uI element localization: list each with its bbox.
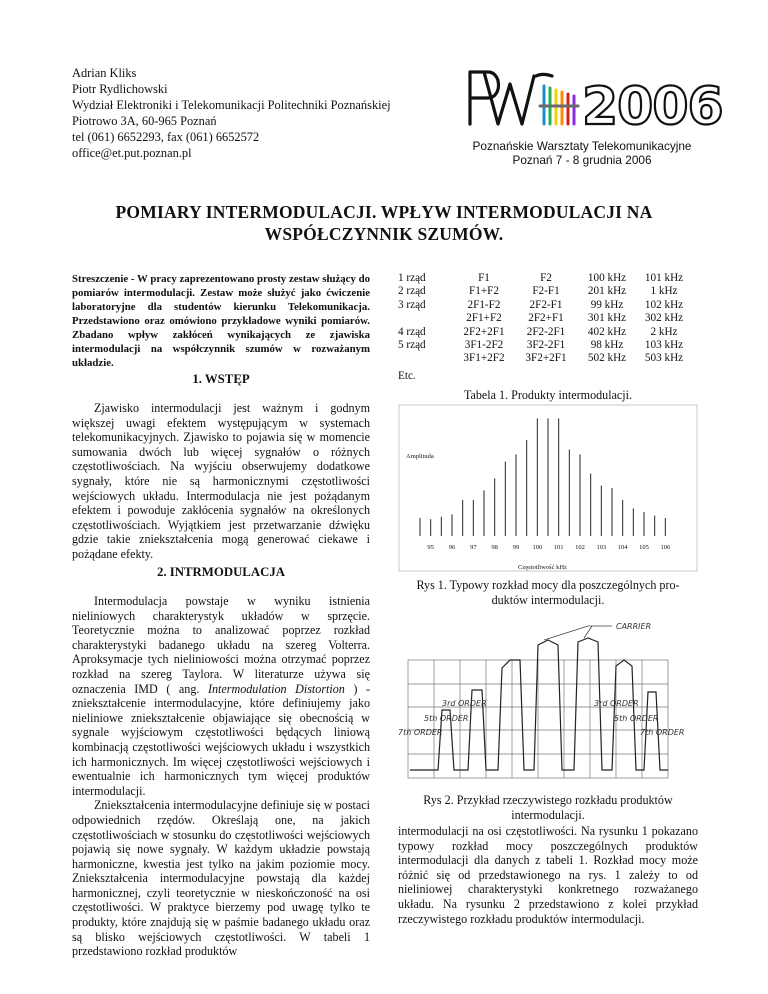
table-cell: 2 kHz — [650, 325, 678, 338]
x-tick-label: 103 — [596, 544, 607, 551]
table-cell: 302 kHz — [644, 312, 684, 325]
logo-line-1: Poznańskie Warsztaty Telekomunikacyjne — [472, 139, 692, 153]
table-cell: F1+F2 — [469, 285, 499, 298]
label-7th-right: 7th ORDER — [640, 728, 685, 737]
table-cell: 1 kHz — [650, 285, 678, 298]
figure-1 — [398, 404, 698, 572]
x-tick-label: 99 — [512, 544, 520, 551]
x-tick-label: 100 — [532, 544, 543, 551]
logo-line-2: Poznań 7 - 8 grudnia 2006 — [512, 153, 652, 167]
affiliation: Wydział Elektroniki i Telekomunikacji Politechniki Poznańskiej — [72, 98, 391, 112]
section-2-continued-text: intermodulacji na osi częstotliwości. Na rysunku 1 pokazano typowy rozkład mocy poszczególnych produktów intermodulacji dla danych z tabeli 1. Rozkład mocy może różnić się od przedstawionego na rys. 1 zależy to od nieliniowej charakterystyki konkretnego rozważanego układu. Na rysunku 2 przedstawiono z kolei przykład rzeczywistego rozkładu produktów intermodulacji. — [398, 824, 698, 926]
table-row — [398, 352, 692, 365]
section-2-paragraph-1 — [72, 594, 370, 798]
table-cell: 301 kHz — [587, 312, 627, 325]
table-row — [398, 312, 692, 325]
table-cell: 2F2-2F1 — [526, 325, 566, 338]
x-tick-label: 96 — [448, 544, 456, 551]
figure-2-caption — [398, 793, 698, 823]
x-tick-label: 95 — [427, 544, 434, 551]
x-tick-label: 106 — [660, 544, 671, 551]
x-tick-label: 105 — [639, 544, 649, 551]
table-cell: 99 kHz — [590, 298, 624, 311]
table-cell: F2 — [540, 272, 552, 284]
table-cell: 2F2-F1 — [529, 298, 563, 311]
table-row — [398, 339, 692, 352]
table-cell: 503 kHz — [644, 352, 684, 365]
section-2-paragraph-2: Zniekształcenia intermodulacyjne definiuje się w postaci odpowiednich rzędów. Określają one, na jakich częstotliwościach w stosunku do częstotliwości wejściowych pojawią się nowe sygnały. W każdym układzie powstają harmoniczne, kwestia jest tylko na jakim poziomie mocy. Zniekształcenia intermodulacyjne powstają dla każdej harmonicznej, czyli teoretycznie w nieskończoność na osi częstotliwości. W praktyce bierzemy pod uwagę tylko te produkty, które znajdują się w paśmie badanego układu oraz są blisko wejściowych częstotliwości. W tabeli 1 przedstawiono rozkład produktów — [72, 798, 370, 959]
figure-2-caption-line-2: intermodulacji. — [511, 808, 585, 822]
x-tick-label: 102 — [575, 544, 585, 551]
table-cell: 502 kHz — [587, 352, 627, 365]
carrier-pointer-2 — [584, 626, 592, 638]
table-cell: 2 rząd — [398, 285, 426, 298]
table-cell: 100 kHz — [587, 272, 627, 284]
table-cell: 3F1+2F2 — [463, 352, 505, 365]
table-cell: 3F2+2F1 — [525, 352, 567, 365]
figure-2 — [398, 620, 698, 780]
table-cell: 402 kHz — [587, 325, 627, 338]
table-cell — [398, 312, 454, 325]
address: Piotrowo 3A, 60-965 Poznań — [72, 114, 217, 128]
pwt-logo-graphic — [462, 62, 723, 137]
email[interactable]: office@et.put.poznan.pl — [72, 146, 192, 160]
abstract: Streszczenie - W pracy zaprezentowano prosty zestaw służący do pomiarów intermodulacji. Zestaw może służyć jako ćwiczenie laboratoryjne dla studentów kierunku Telekomunikacja. Przedstawiono oraz omówiono przykładowe wyniki pomiarów. Zbadano wpływ zakłóceń wynikających ze zjawiska intermodulacji na współczynnik szumów w rozważanym układzie. — [72, 273, 370, 369]
table-row — [398, 299, 692, 312]
section-1-heading: 1. WSTĘP — [192, 372, 250, 386]
figure-1-chart — [398, 404, 698, 572]
table-cell: 2F2+2F1 — [463, 325, 505, 338]
label-7th-left: 7th ORDER — [398, 728, 443, 737]
table-cell: F1 — [478, 272, 490, 284]
table-1-caption: Tabela 1. Produkty intermodulacji. — [463, 388, 633, 402]
y-axis-label: Amplituda — [406, 453, 434, 460]
table-cell: 2F1-F2 — [467, 298, 501, 311]
x-tick-label: 101 — [553, 544, 564, 551]
figure-1-caption-line-2: duktów intermodulacji. — [491, 593, 605, 607]
table-cell: 102 kHz — [644, 298, 684, 311]
section-2-text — [72, 594, 370, 959]
table-etc: Etc. — [398, 369, 416, 382]
table-cell: 5 rząd — [398, 339, 426, 352]
x-axis-label: Częstotliwość kHz — [518, 564, 567, 571]
x-tick-label: 104 — [617, 544, 628, 551]
conference-logo — [462, 62, 723, 167]
figure-1-caption-line-1: Rys 1. Typowy rozkład mocy dla poszczególnych pro- — [416, 578, 680, 592]
author-2: Piotr Rydlichowski — [72, 82, 168, 96]
label-5th-left: 5th ORDER — [424, 714, 469, 723]
logo-year: 2006 — [582, 77, 723, 137]
table-cell: 201 kHz — [587, 285, 627, 298]
x-tick-label: 98 — [491, 544, 498, 551]
table-cell: F2-F1 — [532, 285, 560, 298]
section-1-paragraph: Zjawisko intermodulacji jest ważnym i godnym większej uwagi efektem występującym w systemach telekomunikacyjnych. Zjawisko to pojawia się w momencie sumowania dwóch lub więcej sygnałów o różnych częstotliwościach. Na wyjściu obserwujemy dodatkowe sygnały, które nie są harmonicznymi częstotliwości wejściowych układu. Intermodulacja nie jest pożądanym efektem i powoduje zakłócenia sygnałów na określonych częstotliwościach. Wyjątkiem jest przetwarzanie dźwięku gdzie takie zniekształcenia mogą generować ciekawe i pożądane efekty. — [72, 401, 370, 561]
table-cell: 101 kHz — [644, 272, 684, 284]
label-3rd-left: 3rd ORDER — [442, 699, 487, 708]
label-carrier: CARRIER — [616, 622, 652, 631]
p1-text-b: ) - zniekształcenie intermodulacyjne, które definiujemy jako nieliniowe zniekształcenie objawiające się obecnością w sygnale wyjściowym częstotliwości będących liniową kombinacją częstotliwości wejściowych układu i wszystkich ich harmonicznych. Im więcej częstotliwości wejściowych i ewentualnie ich harmonicznych tym więcej produktów intermodulacji. — [72, 681, 371, 798]
table-cell: 3 rząd — [398, 298, 426, 311]
section-1-text — [72, 401, 370, 562]
table-1 — [398, 272, 698, 382]
x-tick-label: 97 — [470, 544, 477, 551]
author-1: Adrian Kliks — [72, 66, 137, 80]
figure-2-caption-line-1: Rys 2. Przykład rzeczywistego rozkładu produktów — [423, 793, 673, 807]
label-5th-right: 5th ORDER — [614, 714, 659, 723]
intermodulation-table — [398, 272, 692, 366]
table-row — [398, 326, 692, 339]
label-3rd-right: 3rd ORDER — [594, 699, 639, 708]
table-cell: 3F1-2F2 — [464, 339, 504, 352]
table-cell: 2F2+F1 — [528, 312, 564, 325]
table-cell: 1 rząd — [398, 272, 426, 284]
table-cell: 4 rząd — [398, 325, 426, 338]
figure-1-caption — [398, 578, 698, 608]
paper-title — [72, 201, 696, 245]
table-row — [398, 285, 692, 298]
table-cell: 2F1+F2 — [466, 312, 502, 325]
table-cell: 98 kHz — [590, 339, 624, 352]
table-cell: 103 kHz — [644, 339, 684, 352]
title-line-2: WSPÓŁCZYNNIK SZUMÓW. — [264, 224, 504, 244]
p1-text-italic: Intermodulation Distortion — [207, 681, 345, 696]
figure-2-spectrum — [398, 620, 698, 780]
carrier-pointer — [544, 626, 612, 640]
p1-text-a: Intermodulacja powstaje w wyniku istnienia nieliniowych charakterystyk układów w sprzęcie. Teoretycznie można to analizować poprzez rozkład charakterystyki badanego układu na szereg Volterra. Aproksymacje tych nieliniowości można otrzymać poprzez rozkład na szereg Taylora. W literaturze używa się oznaczenia IMD ( ang. — [72, 594, 370, 696]
table-cell: 3F2-2F1 — [526, 339, 566, 352]
table-row — [398, 272, 692, 285]
section-2-heading: 2. INTRMODULACJA — [157, 565, 285, 579]
table-cell — [398, 352, 454, 365]
phone-fax: tel (061) 6652293, fax (061) 6652572 — [72, 130, 260, 144]
section-2-continued — [398, 824, 698, 926]
title-line-1: POMIARY INTERMODULACJI. WPŁYW INTERMODULACJI NA — [115, 202, 653, 222]
